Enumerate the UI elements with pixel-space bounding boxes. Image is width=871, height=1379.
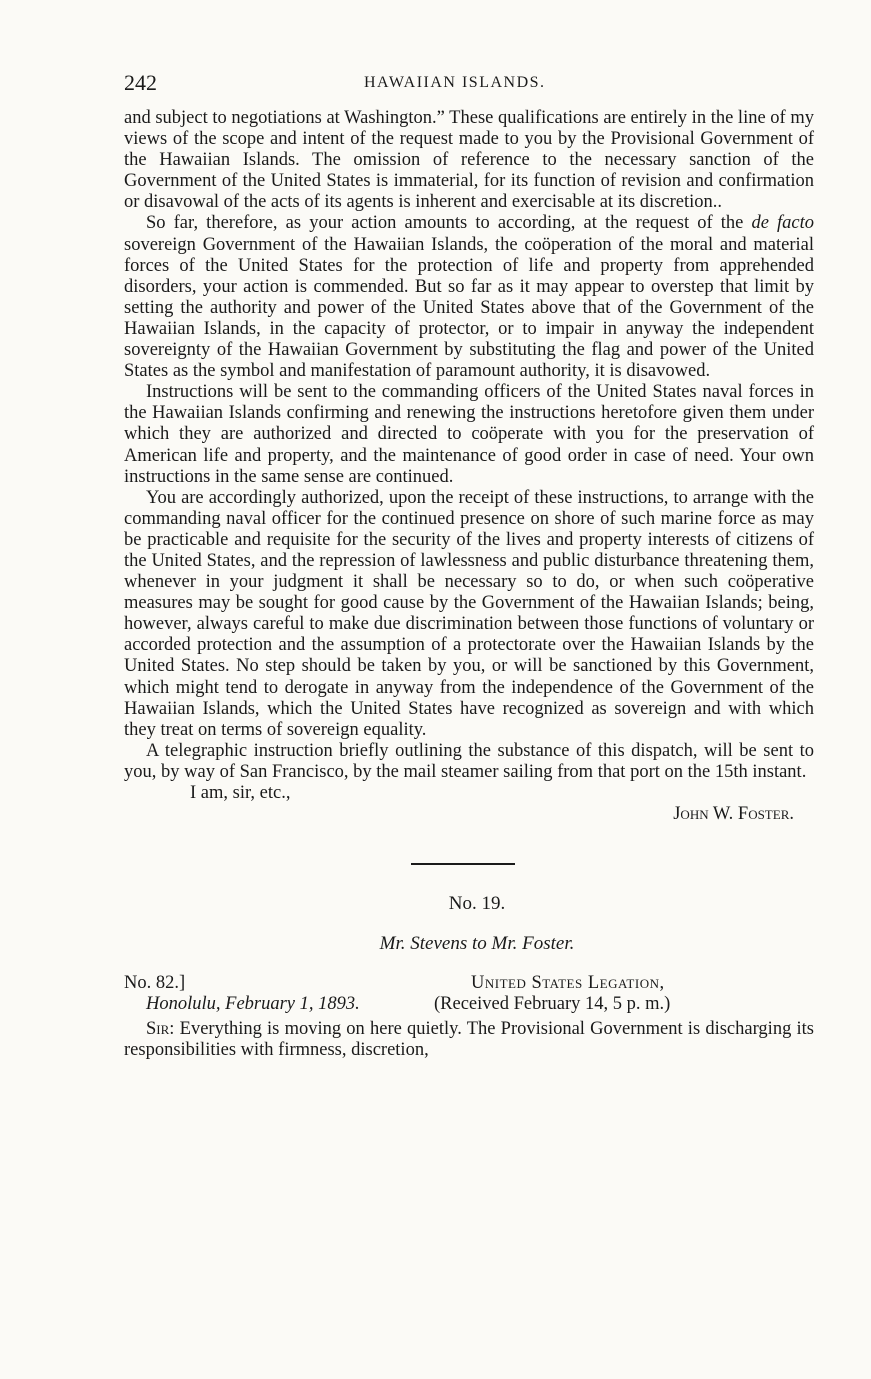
section-divider xyxy=(411,863,515,865)
document-number: No. 19. xyxy=(448,893,506,915)
closing-line: I am, sir, etc., xyxy=(190,783,291,803)
paragraph-text: So far, therefore, as your action amounts to according, at the request of the xyxy=(146,213,744,234)
dispatch-number: No. 82.] xyxy=(124,973,186,994)
italic-term: de facto xyxy=(751,213,815,234)
salutation: Sir: xyxy=(146,1019,175,1040)
paragraph-continuation: and subject to negotiations at Washington.” These qualifications are entirely in the line of my views of the scope and intent of the request made to you by the Provisional Government of the Hawaiian Islands. The omission of reference to the necessary sanction of the Government of the United States is immaterial, for its function of revision and confirmation or disavowal of the acts of its agents is inherent and exercisable at its discretion.. xyxy=(124,108,814,213)
signature: John W. Foster. xyxy=(673,804,794,825)
document-title: Mr. Stevens to Mr. Foster. xyxy=(379,933,575,955)
paragraph-action-commended xyxy=(124,213,814,382)
running-head: HAWAIIAN ISLANDS. xyxy=(364,74,546,91)
opening-text: Everything is moving on here quietly. The Provisional Government is discharging its responsibilities with firmness, discretion, xyxy=(124,1019,815,1061)
place-and-date: Honolulu, February 1, 1893. xyxy=(146,994,360,1015)
paragraph-telegraphic: A telegraphic instruction briefly outlining the substance of this dispatch, will be sent to you, by way of San Francisco, by the mail steamer sailing from that port on the 15th instant. xyxy=(124,740,814,782)
paragraph-authorization: You are accordingly authorized, upon the receipt of these instructions, to arrange with the commanding naval officer for the continued presence on shore of such marine force as may be practicable and requisite for the security of the lives and property interests of citizens of the United States, and the repression of lawlessness and public disturbance threatening them, whenever in your judgment it shall be necessary so to do, or when such coöperative measures may be sought for good cause by the Government of the Hawaiian Islands; being, however, always careful to make due discrimination between those functions of voluntary or accorded protection and the assumption of a protectorate over the Hawaiian Islands by the United States. No step should be taken by you, or will be sanctioned by this Government, which might tend to derogate in anyway from the independence of the Government of the Hawaiian Islands, which the United States have recognized as sovereign and with which they treat on terms of sovereign equality. xyxy=(124,487,814,740)
opening-paragraph xyxy=(124,1019,814,1061)
letter-opening xyxy=(124,1019,814,1061)
letter-body-text xyxy=(124,108,814,783)
page-header xyxy=(124,68,814,108)
document-page xyxy=(124,68,814,1061)
page-number: 242 xyxy=(124,70,157,95)
received-date: (Received February 14, 5 p. m.) xyxy=(434,994,671,1015)
paragraph-text: sovereign Government of the Hawaiian Islands, the coöperation of the moral and material forces of the United States for the protection of life and property from apprehended disorders, your action is commended. But so far as it may appear to overstep that limit by setting the authority and power of the United States above that of the Government of the Hawaiian Islands, in the capacity of protector, or to impair in anyway the independent sovereignty of the Hawaiian Government by substituting the flag and power of the United States as the symbol and manifestation of paramount authority, it is disavowed. xyxy=(124,234,814,382)
legation-name: United States Legation, xyxy=(471,973,665,994)
dateline xyxy=(124,973,814,1017)
paragraph-instructions: Instructions will be sent to the commanding officers of the United States naval forces in the Hawaiian Islands confirming and renewing the instructions heretofore given them under which they are authorized and directed to coöperate with you for the preservation of American life and property, and the maintenance of good order in case of need. Your own instructions in the same sense are continued. xyxy=(124,382,814,487)
